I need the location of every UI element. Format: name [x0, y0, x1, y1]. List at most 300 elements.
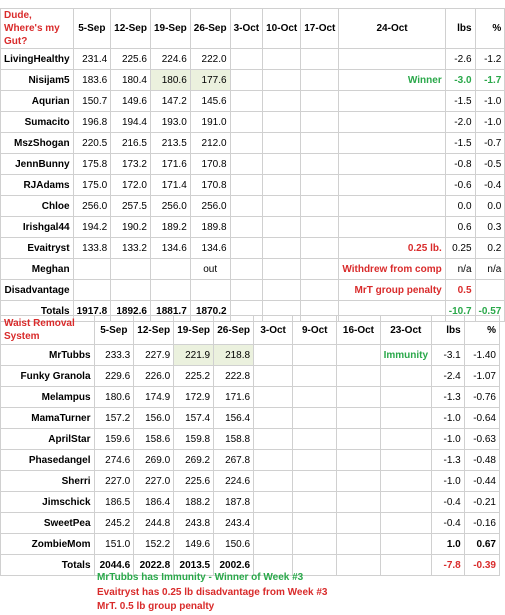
table-row: [1, 492, 500, 513]
table-dude-wheres-my-gut: [0, 8, 505, 322]
contestant-name: ZombieMom: [1, 534, 95, 555]
weight-cell: 191.0: [190, 112, 230, 133]
contestant-name: Sumacito: [1, 112, 74, 133]
weight-cell: 189.2: [150, 217, 190, 238]
total-cell: 2022.8: [134, 555, 174, 576]
empty-cell: [293, 492, 337, 513]
lbs-cell: 0.25: [445, 238, 475, 259]
empty-cell: [230, 154, 263, 175]
disadvantage-note: Evaitryst has 0.25 lb disadvantage from Week #3: [97, 586, 328, 598]
weight-cell: 145.6: [190, 91, 230, 112]
total-cell: 1870.2: [190, 301, 230, 322]
empty-cell: [230, 133, 263, 154]
table1-header-date: 24-Oct: [339, 9, 445, 49]
table1-header-date: 12-Sep: [111, 9, 151, 49]
table-row: [1, 112, 505, 133]
empty-cell: [337, 513, 380, 534]
lbs-cell: -3.0: [445, 70, 475, 91]
empty-cell: [301, 238, 339, 259]
pct-cell: n/a: [475, 259, 505, 280]
contestant-name: Chloe: [1, 196, 74, 217]
weight-cell: 196.8: [73, 112, 111, 133]
weight-cell: [111, 259, 151, 280]
pct-cell: -1.0: [475, 91, 505, 112]
pct-cell: -0.63: [464, 429, 499, 450]
weight-cell: 134.6: [190, 238, 230, 259]
contestant-name: LivingHealthy: [1, 49, 74, 70]
note-cell: [380, 450, 431, 471]
lbs-cell: 1.0: [432, 534, 465, 555]
lbs-cell: -1.5: [445, 133, 475, 154]
weight-cell: 149.6: [111, 91, 151, 112]
empty-cell: [254, 513, 293, 534]
total-cell: 1892.6: [111, 301, 151, 322]
note-cell: [339, 154, 445, 175]
pct-cell: 0.2: [475, 238, 505, 259]
lbs-cell: n/a: [445, 259, 475, 280]
contestant-name: MamaTurner: [1, 408, 95, 429]
empty-cell: [263, 196, 301, 217]
contestant-name: Aqurian: [1, 91, 74, 112]
empty-cell: [337, 534, 380, 555]
lbs-cell: -1.5: [445, 91, 475, 112]
pct-cell: -0.7: [475, 133, 505, 154]
weight-cell: 224.6: [150, 49, 190, 70]
pct-cell: -0.4: [475, 175, 505, 196]
total-cell: 2044.6: [94, 555, 134, 576]
weight-cell: 188.2: [174, 492, 214, 513]
weight-cell: 180.6: [94, 387, 134, 408]
weight-cell: 158.8: [214, 429, 254, 450]
weight-cell: 152.2: [134, 534, 174, 555]
note-cell: [380, 471, 431, 492]
table-row: [1, 238, 505, 259]
empty-cell: [337, 471, 380, 492]
weight-cell: 243.4: [214, 513, 254, 534]
empty-cell: [301, 112, 339, 133]
weight-cell: 269.0: [134, 450, 174, 471]
weight-cell: 174.9: [134, 387, 174, 408]
note-cell: [380, 534, 431, 555]
weight-cell: 231.4: [73, 49, 111, 70]
pct-cell: -0.16: [464, 513, 499, 534]
weight-cell: 221.9: [174, 345, 214, 366]
table-row: [1, 49, 505, 70]
empty-cell: [293, 387, 337, 408]
weight-cell: 244.8: [134, 513, 174, 534]
total-lbs: -7.8: [432, 555, 465, 576]
empty-cell: [254, 345, 293, 366]
weight-cell: 177.6: [190, 70, 230, 91]
empty-cell: [301, 70, 339, 91]
weight-cell: 159.8: [174, 429, 214, 450]
pct-cell: -0.64: [464, 408, 499, 429]
weight-cell: 150.6: [214, 534, 254, 555]
table1-title: Dude, Where's my Gut?: [1, 9, 74, 49]
note-cell: [339, 112, 445, 133]
empty-cell: [293, 429, 337, 450]
empty-cell: [301, 91, 339, 112]
table-row: [1, 154, 505, 175]
weight-cell: 186.5: [94, 492, 134, 513]
empty-cell: [293, 450, 337, 471]
weight-cell: 256.0: [150, 196, 190, 217]
total-cell: 1917.8: [73, 301, 111, 322]
empty-cell: [337, 555, 380, 576]
disadvantage-label: Disadvantage: [1, 280, 74, 301]
table2-header-date: 26-Sep: [214, 316, 254, 345]
weight-cell: 256.0: [190, 196, 230, 217]
empty-cell: [301, 259, 339, 280]
weight-cell: 225.6: [111, 49, 151, 70]
empty-cell: [293, 471, 337, 492]
empty-cell: [337, 387, 380, 408]
weight-cell: 222.0: [190, 49, 230, 70]
empty-cell: [230, 112, 263, 133]
table-row: [1, 280, 505, 301]
contestant-name: Nisijam5: [1, 70, 74, 91]
weight-cell: 158.6: [134, 429, 174, 450]
weight-cell: 171.6: [214, 387, 254, 408]
totals-label: Totals: [1, 555, 95, 576]
table2-header-lbs: lbs: [432, 316, 465, 345]
empty-cell: [337, 492, 380, 513]
weight-cell: 256.0: [73, 196, 111, 217]
table-row: [1, 471, 500, 492]
weight-cell: 172.0: [111, 175, 151, 196]
pct-cell: [475, 280, 505, 301]
contestant-name: SweetPea: [1, 513, 95, 534]
empty-cell: [263, 259, 301, 280]
table1-header-date: 19-Sep: [150, 9, 190, 49]
table2-header-date: 23-Oct: [380, 316, 431, 345]
table-row: [1, 196, 505, 217]
empty-cell: [263, 175, 301, 196]
lbs-cell: -1.0: [432, 429, 465, 450]
note-cell: [339, 133, 445, 154]
weight-cell: 133.2: [111, 238, 151, 259]
note-cell: [380, 492, 431, 513]
weight-cell: 133.8: [73, 238, 111, 259]
contestant-name: AprilStar: [1, 429, 95, 450]
weight-cell: 180.6: [150, 70, 190, 91]
weight-cell: 218.8: [214, 345, 254, 366]
weight-cell: 175.0: [73, 175, 111, 196]
weight-cell: 225.6: [174, 471, 214, 492]
empty-cell: [293, 345, 337, 366]
lbs-cell: -1.3: [432, 387, 465, 408]
lbs-cell: -2.6: [445, 49, 475, 70]
weight-cell: 245.2: [94, 513, 134, 534]
pct-cell: -0.5: [475, 154, 505, 175]
empty-cell: [190, 280, 230, 301]
weight-cell: 243.8: [174, 513, 214, 534]
weight-cell: 225.2: [174, 366, 214, 387]
weight-cell: 156.0: [134, 408, 174, 429]
total-cell: 1881.7: [150, 301, 190, 322]
weight-cell: 171.6: [150, 154, 190, 175]
total-cell: 2013.5: [174, 555, 214, 576]
note-cell: [380, 387, 431, 408]
contestant-name: Phasedangel: [1, 450, 95, 471]
weight-cell: 190.2: [111, 217, 151, 238]
note-cell: [380, 408, 431, 429]
table2-header-date: 19-Sep: [174, 316, 214, 345]
table-row: [1, 133, 505, 154]
disadvantage-note: 0.25 lb.: [339, 238, 445, 259]
weight-cell: 187.8: [214, 492, 254, 513]
pct-cell: -0.76: [464, 387, 499, 408]
table-row: [1, 259, 505, 280]
weight-cell: 189.8: [190, 217, 230, 238]
contestant-name: Jimschick: [1, 492, 95, 513]
table-row: [1, 513, 500, 534]
pct-cell: -1.2: [475, 49, 505, 70]
lbs-cell: -0.4: [432, 513, 465, 534]
weight-cell: 257.5: [111, 196, 151, 217]
pct-cell: -1.07: [464, 366, 499, 387]
weight-cell: 222.8: [214, 366, 254, 387]
empty-cell: [263, 133, 301, 154]
weight-cell: 227.9: [134, 345, 174, 366]
weight-cell: 186.4: [134, 492, 174, 513]
table1-header-date: 10-Oct: [263, 9, 301, 49]
table-row: [1, 534, 500, 555]
contestant-name: Irishgal44: [1, 217, 74, 238]
table-waist-removal-system: [0, 315, 500, 576]
empty-cell: [263, 49, 301, 70]
table-row: [1, 429, 500, 450]
weight-cell: 159.6: [94, 429, 134, 450]
note-cell: [380, 429, 431, 450]
total-cell: 2002.6: [214, 555, 254, 576]
table2-header-date: 12-Sep: [134, 316, 174, 345]
weight-cell: 212.0: [190, 133, 230, 154]
empty-cell: [263, 154, 301, 175]
table2-header-date: 3-Oct: [254, 316, 293, 345]
weight-cell: 194.4: [111, 112, 151, 133]
table1-header-lbs: lbs: [445, 9, 475, 49]
weight-cell: 269.2: [174, 450, 214, 471]
empty-cell: [254, 492, 293, 513]
note-cell: [339, 175, 445, 196]
empty-cell: [230, 238, 263, 259]
weight-cell: 274.6: [94, 450, 134, 471]
table2-header-date: 16-Oct: [337, 316, 380, 345]
lbs-cell: -3.1: [432, 345, 465, 366]
weight-cell: 173.2: [111, 154, 151, 175]
winner-label: Winner: [339, 70, 445, 91]
contestant-name: Funky Granola: [1, 366, 95, 387]
table-row: [1, 70, 505, 91]
table2-header-date: 9-Oct: [293, 316, 337, 345]
pct-cell: 0.3: [475, 217, 505, 238]
empty-cell: [254, 534, 293, 555]
pct-cell: 0.0: [475, 196, 505, 217]
note-cell: [339, 196, 445, 217]
empty-cell: [263, 217, 301, 238]
pct-cell: 0.67: [464, 534, 499, 555]
table-row: [1, 366, 500, 387]
note-cell: [339, 91, 445, 112]
empty-cell: [263, 238, 301, 259]
weight-cell: 193.0: [150, 112, 190, 133]
empty-cell: [301, 175, 339, 196]
weight-cell: 157.2: [94, 408, 134, 429]
weight-cell: 194.2: [73, 217, 111, 238]
weight-cell: out: [190, 259, 230, 280]
empty-cell: [111, 280, 151, 301]
empty-cell: [254, 366, 293, 387]
weight-cell: 149.6: [174, 534, 214, 555]
weight-cell: 267.8: [214, 450, 254, 471]
table-row: [1, 450, 500, 471]
empty-cell: [254, 429, 293, 450]
weight-cell: 156.4: [214, 408, 254, 429]
pct-cell: -0.48: [464, 450, 499, 471]
total-lbs: -10.7: [445, 301, 475, 322]
empty-cell: [230, 49, 263, 70]
empty-cell: [301, 217, 339, 238]
table2-header-date: 5-Sep: [94, 316, 134, 345]
empty-cell: [337, 429, 380, 450]
empty-cell: [230, 259, 263, 280]
empty-cell: [263, 70, 301, 91]
lbs-cell: -0.6: [445, 175, 475, 196]
empty-cell: [254, 408, 293, 429]
contestant-name: RJAdams: [1, 175, 74, 196]
notes-section: [97, 571, 327, 615]
weight-cell: 180.4: [111, 70, 151, 91]
lbs-cell: 0.0: [445, 196, 475, 217]
weight-cell: 175.8: [73, 154, 111, 175]
total-pct: -0.57: [475, 301, 505, 322]
pct-cell: -1.0: [475, 112, 505, 133]
lbs-cell: -1.3: [432, 450, 465, 471]
lbs-cell: -0.8: [445, 154, 475, 175]
contestant-name: Melampus: [1, 387, 95, 408]
empty-cell: [73, 280, 111, 301]
total-pct: -0.39: [464, 555, 499, 576]
empty-cell: [263, 112, 301, 133]
empty-cell: [337, 450, 380, 471]
table-row: [1, 345, 500, 366]
empty-cell: [337, 408, 380, 429]
weight-cell: 213.5: [150, 133, 190, 154]
lbs-cell: -2.4: [432, 366, 465, 387]
immunity-note: MrTubbs has Immunity - Winner of Week #3: [97, 572, 304, 583]
table1-header-date: 17-Oct: [301, 9, 339, 49]
table-row: [1, 217, 505, 238]
weight-cell: 229.6: [94, 366, 134, 387]
weight-cell: 147.2: [150, 91, 190, 112]
lbs-cell: -0.4: [432, 492, 465, 513]
weight-cell: 157.4: [174, 408, 214, 429]
pct-cell: -1.40: [464, 345, 499, 366]
weight-cell: 226.0: [134, 366, 174, 387]
empty-cell: [301, 280, 339, 301]
weight-cell: 171.4: [150, 175, 190, 196]
empty-cell: [301, 49, 339, 70]
contestant-name: Sherri: [1, 471, 95, 492]
empty-cell: [230, 280, 263, 301]
contestant-name: Evaitryst: [1, 238, 74, 259]
penalty-note: MrT group penalty: [339, 280, 445, 301]
table2-title: Waist Removal System: [1, 316, 95, 345]
weight-cell: 150.7: [73, 91, 111, 112]
weight-cell: 227.0: [134, 471, 174, 492]
empty-cell: [380, 555, 431, 576]
empty-cell: [254, 450, 293, 471]
weight-cell: [73, 259, 111, 280]
contestant-name: MrTubbs: [1, 345, 95, 366]
table1-header-date: 3-Oct: [230, 9, 263, 49]
empty-cell: [230, 70, 263, 91]
totals-label: Totals: [1, 301, 74, 322]
empty-cell: [301, 154, 339, 175]
pct-cell: -0.44: [464, 471, 499, 492]
pct-cell: -0.21: [464, 492, 499, 513]
empty-cell: [337, 345, 380, 366]
weight-cell: 172.9: [174, 387, 214, 408]
empty-cell: [293, 366, 337, 387]
empty-cell: [254, 387, 293, 408]
weight-cell: [150, 259, 190, 280]
table-row: [1, 175, 505, 196]
table1-header-date: 26-Sep: [190, 9, 230, 49]
weight-cell: 151.0: [94, 534, 134, 555]
withdrew-note: Withdrew from comp: [339, 259, 445, 280]
weight-cell: 224.6: [214, 471, 254, 492]
weight-cell: 183.6: [73, 70, 111, 91]
note-cell: [380, 513, 431, 534]
table1-header-date: 5-Sep: [73, 9, 111, 49]
lbs-cell: -1.0: [432, 471, 465, 492]
pct-cell: -1.7: [475, 70, 505, 91]
table-row: [1, 91, 505, 112]
empty-cell: [254, 471, 293, 492]
lbs-cell: -2.0: [445, 112, 475, 133]
table2-header-pct: %: [464, 316, 499, 345]
weight-cell: 216.5: [111, 133, 151, 154]
weight-cell: 170.8: [190, 175, 230, 196]
weight-cell: 233.3: [94, 345, 134, 366]
empty-cell: [230, 217, 263, 238]
contestant-name: MszShogan: [1, 133, 74, 154]
table-row: [1, 387, 500, 408]
note-cell: [339, 49, 445, 70]
empty-cell: [337, 366, 380, 387]
empty-cell: [230, 175, 263, 196]
empty-cell: [293, 408, 337, 429]
empty-cell: [301, 133, 339, 154]
table1-header-pct: %: [475, 9, 505, 49]
empty-cell: [230, 91, 263, 112]
immunity-label: Immunity: [380, 345, 431, 366]
note-cell: [339, 217, 445, 238]
empty-cell: [263, 280, 301, 301]
empty-cell: [293, 513, 337, 534]
weight-cell: 227.0: [94, 471, 134, 492]
empty-cell: [293, 534, 337, 555]
empty-cell: [301, 196, 339, 217]
note-cell: [380, 366, 431, 387]
penalty-note: MrT. 0.5 lb group penalty: [97, 601, 215, 612]
weight-cell: 170.8: [190, 154, 230, 175]
lbs-cell: -1.0: [432, 408, 465, 429]
contestant-name: JennBunny: [1, 154, 74, 175]
lbs-cell: 0.6: [445, 217, 475, 238]
